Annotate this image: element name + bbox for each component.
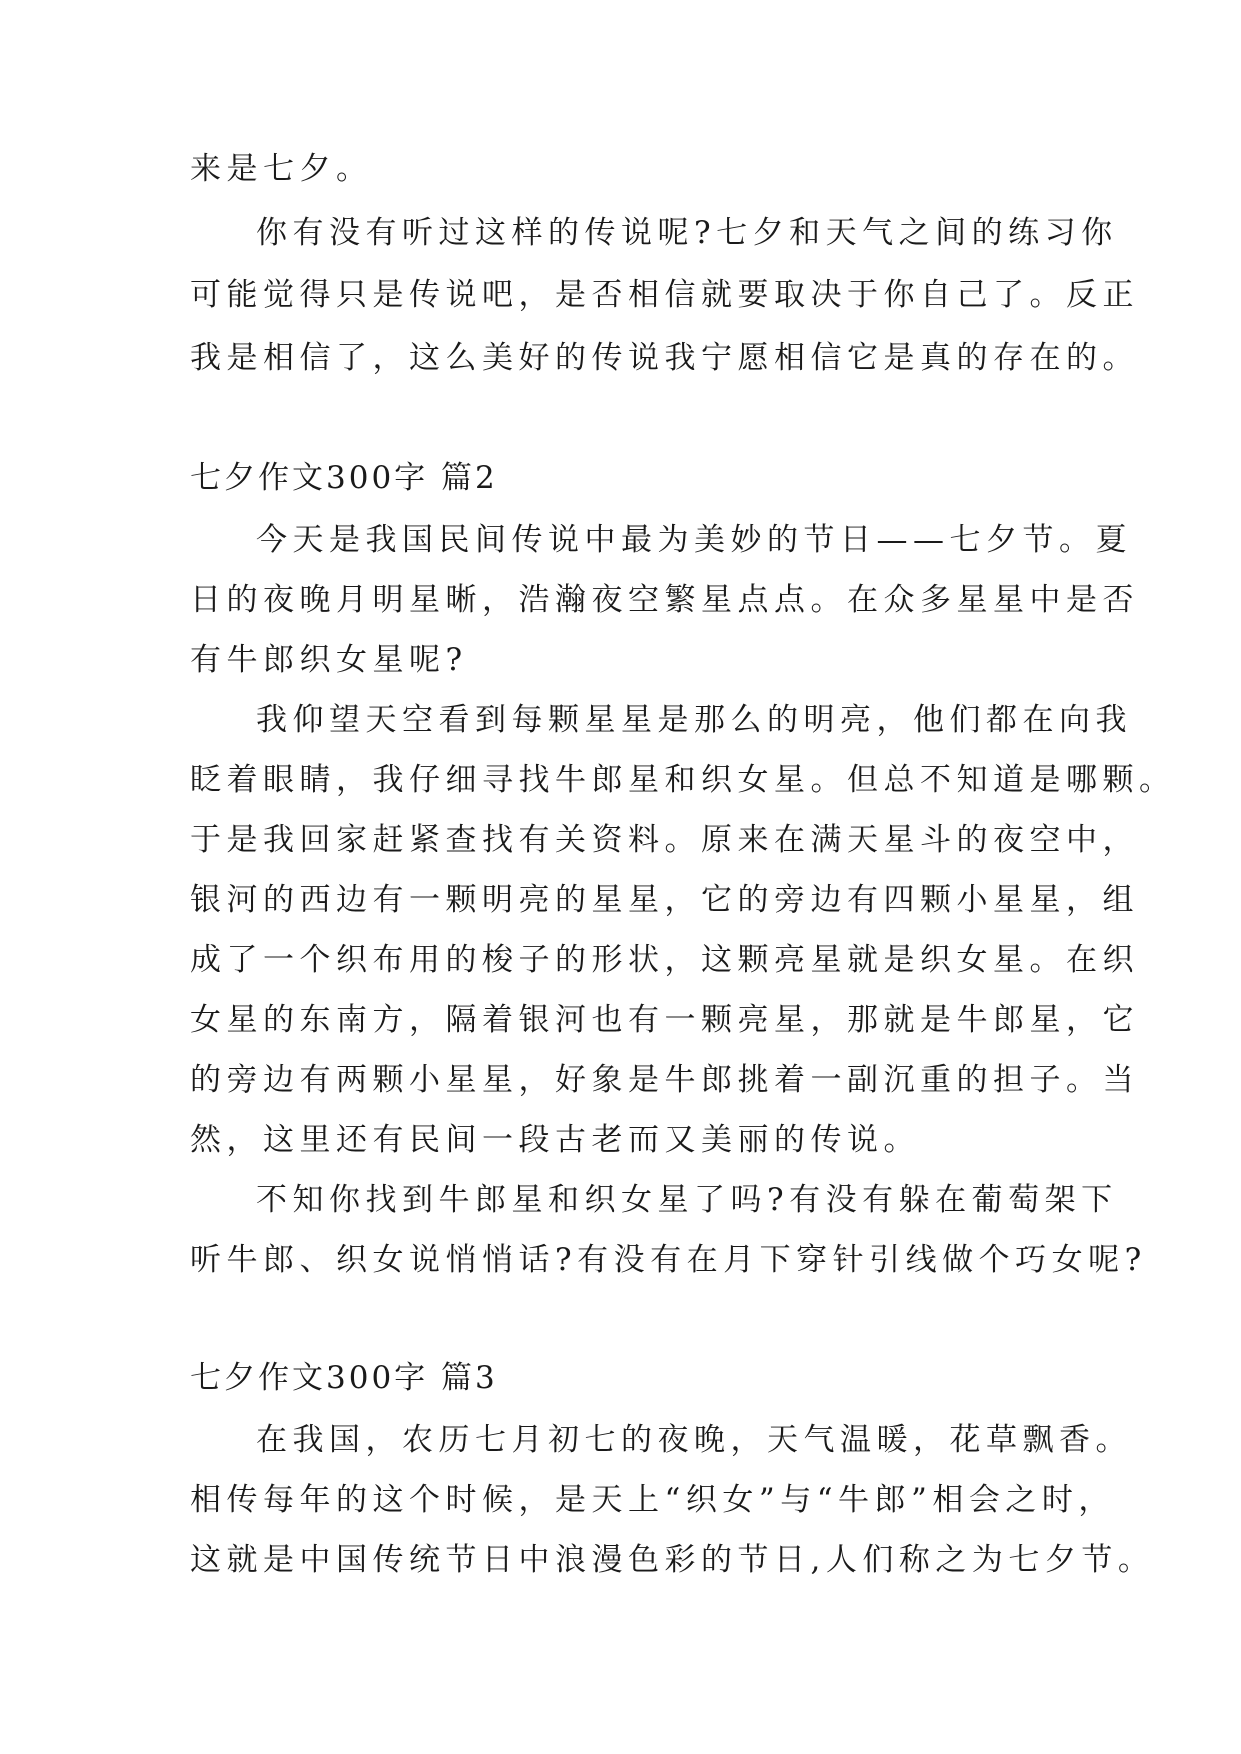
text-line: 我是相信了，这么美好的传说我宁愿相信它是真的存在的。 [190,340,1139,376]
paragraph-first-line: 你有没有听过这样的传说呢?七夕和天气之间的练习你 [256,215,1118,251]
text-line: 这就是中国传统节日中浪漫色彩的节日,人们称之为七夕节。 [190,1542,1155,1578]
paragraph-first-line: 在我国，农历七月初七的夜晚，天气温暖，花草飘香。 [256,1422,1132,1458]
section-heading: 七夕作文300字 篇2 [190,460,498,496]
section-heading: 七夕作文300字 篇3 [190,1360,498,1396]
text-line: 女星的东南方，隔着银河也有一颗亮星，那就是牛郎星，它 [190,1002,1139,1038]
text-line: 听牛郎、织女说悄悄话?有没有在月下穿针引线做个巧女呢? [190,1242,1147,1278]
paragraph-first-line: 不知你找到牛郎星和织女星了吗?有没有躲在葡萄架下 [256,1182,1118,1218]
text-line: 相传每年的这个时候，是天上“织女”与“牛郎”相会之时， [190,1482,1115,1518]
text-line: 有牛郎织女星呢? [190,642,468,678]
paragraph-first-line: 我仰望天空看到每颗星星是那么的明亮，他们都在向我 [256,702,1132,738]
text-line: 成了一个织布用的梭子的形状，这颗亮星就是织女星。在织 [190,942,1139,978]
text-line: 可能觉得只是传说吧，是否相信就要取决于你自己了。反正 [190,277,1139,313]
paragraph-first-line: 今天是我国民间传说中最为美妙的节日——七夕节。夏 [256,522,1132,558]
text-line: 的旁边有两颗小星星，好象是牛郎挑着一副沉重的担子。当 [190,1062,1139,1098]
text-line: 来是七夕。 [190,151,373,187]
text-line: 眨着眼睛，我仔细寻找牛郎星和织女星。但总不知道是哪颗。 [190,762,1176,798]
text-line: 日的夜晚月明星晰，浩瀚夜空繁星点点。在众多星星中是否 [190,582,1139,618]
text-line: 银河的西边有一颗明亮的星星，它的旁边有四颗小星星，组 [190,882,1139,918]
text-line: 于是我回家赶紧查找有关资料。原来在满天星斗的夜空中， [190,822,1139,858]
text-line: 然，这里还有民间一段古老而又美丽的传说。 [190,1122,920,1158]
